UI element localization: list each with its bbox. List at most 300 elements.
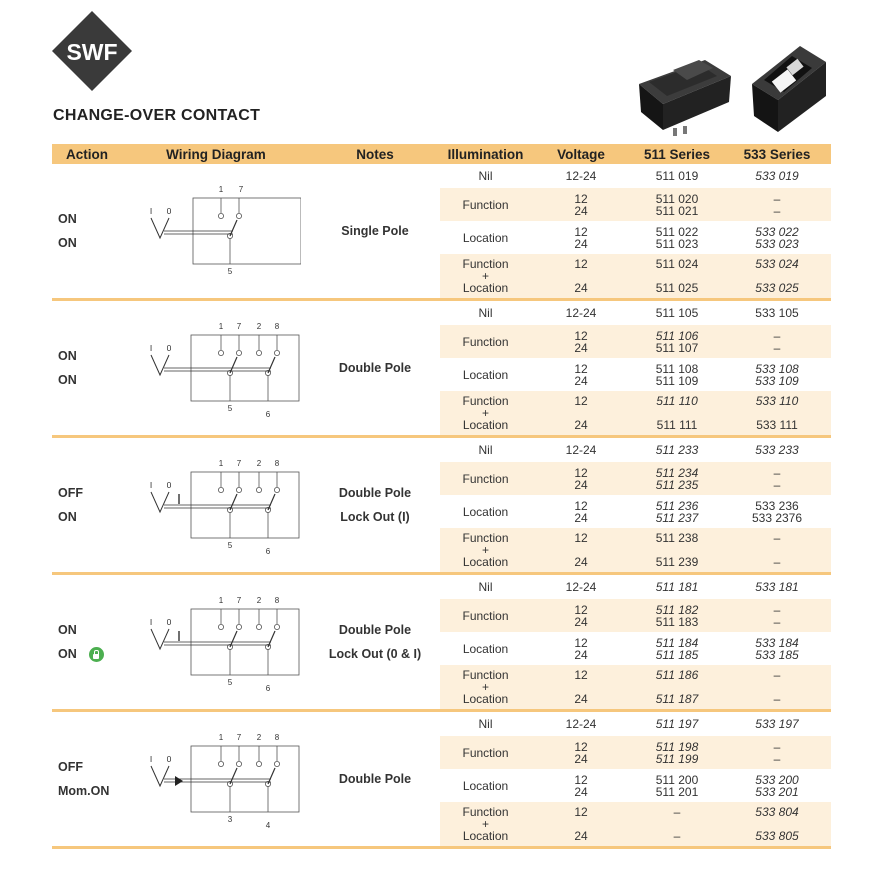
illumination-value: Nil [478, 717, 493, 731]
wiring-diagram-cell [122, 712, 310, 846]
header-voltage: Voltage [531, 144, 631, 164]
series-511-value-line: 511 110 [656, 394, 698, 408]
voltage-cell [531, 769, 631, 802]
action-cell [52, 712, 122, 846]
plus-sign: + [481, 269, 489, 283]
plus-sign: + [481, 406, 489, 420]
page-title: CHANGE-OVER CONTACT [53, 107, 261, 124]
series-533-value-line: 533 185 [755, 647, 799, 662]
note-text: Double Pole [338, 486, 412, 500]
rocker-switch-533-image [748, 40, 830, 138]
header-wiring-diagram: Wiring Diagram [122, 144, 310, 164]
series-511-value-line: 511 022 [655, 224, 699, 239]
series-533-value-line: 533 805 [755, 829, 799, 843]
switch-blade [268, 768, 275, 784]
switch-blade [230, 631, 237, 647]
illumination-cell [440, 164, 531, 188]
change-over-contact-table [52, 144, 831, 849]
table-row [52, 712, 831, 736]
voltage-value-line: 12 [574, 602, 588, 617]
series-511-value-line: – [673, 829, 681, 843]
illumination-value-line: Function [462, 531, 509, 545]
voltage-value-line: 24 [574, 647, 588, 662]
illumination-value-line: Location [462, 418, 509, 432]
series-533-value-line: – [773, 614, 781, 629]
series-511-cell [631, 575, 723, 599]
voltage-value: 12-24 [565, 169, 597, 183]
series-511-value-line: 511 239 [655, 555, 699, 569]
voltage-value-line: 12 [574, 328, 588, 343]
series-511-value-line: 511 182 [655, 602, 699, 617]
series-533-value-line: – [773, 340, 781, 355]
series-533-cell [723, 188, 831, 221]
header-illumination: Illumination [440, 144, 531, 164]
illumination-cell [440, 665, 531, 709]
illumination-value: Nil [478, 306, 493, 320]
series-533-value-line: – [773, 555, 781, 569]
illumination-value: Function [462, 608, 509, 623]
note-text: Lock Out (0 & I) [328, 647, 422, 661]
voltage-value-line: 12 [574, 224, 588, 239]
terminal-label: 5 [227, 404, 233, 413]
series-533-value-line: – [773, 751, 781, 766]
series-533-cell [723, 599, 831, 632]
series-533-value-line: 533 201 [755, 784, 799, 799]
illumination-value: Nil [478, 580, 493, 594]
position-label-i: I [149, 343, 153, 353]
note-text: Double Pole [338, 623, 412, 637]
action-state: ON [58, 349, 77, 363]
series-533-value-line: 533 236 [755, 498, 799, 513]
series-511-value-line: 511 024 [655, 257, 699, 271]
series-533-value-line: 533 111 [756, 418, 798, 432]
header-533-series: 533 Series [723, 144, 831, 164]
wiring-diagram [131, 591, 301, 691]
wiring-diagram-cell [122, 301, 310, 435]
voltage-cell [531, 164, 631, 188]
terminal-label: 2 [256, 322, 262, 331]
contact-point [256, 624, 261, 629]
series-511-value-line: 511 108 [655, 361, 699, 376]
series-511-value: 511 181 [655, 580, 699, 594]
illumination-cell [440, 391, 531, 435]
series-511-cell [631, 665, 723, 709]
series-533-cell [723, 665, 831, 709]
voltage-cell [531, 736, 631, 769]
series-511-value-line: 511 111 [656, 418, 698, 432]
illumination-cell [440, 438, 531, 462]
action-cell [52, 301, 122, 435]
terminal-label: 2 [256, 733, 262, 742]
illumination-value-line: Location [462, 829, 509, 843]
illumination-value: Function [462, 745, 509, 760]
momentary-arrow [175, 776, 183, 786]
series-533-cell [723, 325, 831, 358]
series-511-cell [631, 599, 723, 632]
terminal-label: 2 [256, 596, 262, 605]
series-533-value-line: 533 2376 [751, 510, 803, 525]
series-511-cell [631, 802, 723, 846]
illumination-cell [440, 599, 531, 632]
illumination-cell [440, 802, 531, 846]
voltage-value-line: 24 [574, 281, 588, 295]
table-header-row [52, 144, 831, 164]
voltage-value-line: 12 [574, 668, 588, 682]
series-511-value-line: 511 020 [655, 191, 699, 206]
series-511-cell [631, 528, 723, 572]
voltage-cell [531, 301, 631, 325]
voltage-value-line: 12 [574, 772, 588, 787]
voltage-cell [531, 665, 631, 709]
series-511-value-line: 511 023 [655, 236, 699, 251]
table-row [52, 575, 831, 599]
series-533-cell [723, 301, 831, 325]
position-label-i: I [149, 480, 153, 490]
illumination-value: Location [462, 367, 509, 382]
action-state: ON [58, 510, 77, 524]
illumination-cell [440, 632, 531, 665]
wiring-diagram [131, 180, 301, 280]
series-511-value-line: 511 199 [655, 751, 699, 766]
series-533-value-line: 533 110 [755, 394, 799, 408]
table-row [52, 438, 831, 462]
illumination-value-line: Location [462, 281, 509, 295]
contact-point [274, 350, 279, 355]
switch-blade [268, 631, 275, 647]
contact-point [274, 487, 279, 492]
action-cell [52, 164, 122, 298]
voltage-value-line: 12 [574, 498, 588, 513]
rocker-switch-511-image [633, 42, 735, 136]
terminal-label: 5 [227, 678, 233, 687]
illumination-cell [440, 221, 531, 254]
voltage-value-line: 24 [574, 614, 588, 629]
contact-point [256, 350, 261, 355]
voltage-value-line: 12 [574, 739, 588, 754]
illumination-cell [440, 188, 531, 221]
notes-cell [310, 575, 440, 709]
illumination-value: Function [462, 197, 509, 212]
contact-point [236, 624, 241, 629]
terminal-label: 8 [274, 322, 280, 331]
table-body [52, 164, 831, 849]
terminal-label: 1 [218, 596, 224, 605]
series-533-value-line: – [773, 692, 781, 706]
series-511-value-line: 511 234 [655, 465, 699, 480]
terminal-label: 1 [218, 185, 224, 194]
terminal-label: 1 [218, 459, 224, 468]
notes-cell [310, 438, 440, 572]
terminal-label: 3 [227, 815, 233, 824]
position-label-i: I [149, 754, 153, 764]
voltage-value-line: 24 [574, 751, 588, 766]
series-511-value-line: 511 107 [655, 340, 699, 355]
series-533-value-line: – [773, 477, 781, 492]
voltage-value: 12-24 [565, 443, 597, 457]
series-533-cell [723, 495, 831, 528]
series-533-value-line: – [773, 531, 781, 545]
terminal-label: 2 [256, 459, 262, 468]
action-state: ON [58, 647, 77, 661]
series-533-value: 533 019 [755, 169, 799, 183]
actuator-lever [151, 492, 169, 512]
series-511-value-line: 511 184 [655, 635, 699, 650]
series-511-value-line: 511 109 [655, 373, 699, 388]
action-cell [52, 438, 122, 572]
voltage-cell [531, 712, 631, 736]
group-separator [52, 846, 831, 849]
illumination-value: Nil [478, 169, 493, 183]
contact-point [274, 624, 279, 629]
series-533-cell [723, 438, 831, 462]
voltage-value-line: 24 [574, 373, 588, 388]
position-label-0: 0 [166, 480, 172, 490]
voltage-value-line: 12 [574, 465, 588, 480]
illumination-value-line: Location [462, 555, 509, 569]
series-533-cell [723, 632, 831, 665]
actuator-lever [151, 629, 169, 649]
series-511-value-line: 511 235 [655, 477, 699, 492]
series-511-value-line: 511 200 [655, 772, 699, 787]
series-533-value-line: – [773, 602, 781, 617]
series-533-value-line: – [773, 191, 781, 206]
table-row [52, 301, 831, 325]
header-action: Action [52, 144, 122, 164]
lock-icon [89, 647, 104, 662]
illumination-value: Location [462, 641, 509, 656]
notes-cell [310, 712, 440, 846]
voltage-value-line: 12 [574, 635, 588, 650]
wiring-diagram-cell [122, 438, 310, 572]
voltage-value-line: 24 [574, 418, 588, 432]
illumination-value: Function [462, 334, 509, 349]
series-511-value-line: 511 198 [655, 739, 699, 754]
series-511-cell [631, 495, 723, 528]
position-label-0: 0 [166, 617, 172, 627]
terminal-label: 7 [236, 733, 242, 742]
illumination-cell [440, 575, 531, 599]
actuator-lever [151, 218, 169, 238]
voltage-value-line: 12 [574, 394, 588, 408]
voltage-value-line: 24 [574, 477, 588, 492]
illumination-cell [440, 325, 531, 358]
action-state: ON [58, 212, 77, 226]
series-511-cell [631, 188, 723, 221]
action-state: ON [58, 236, 77, 250]
series-533-cell [723, 221, 831, 254]
illumination-value: Function [462, 471, 509, 486]
series-533-value-line: 533 024 [755, 257, 799, 271]
series-533-cell [723, 358, 831, 391]
series-511-value-line: – [673, 805, 681, 819]
wiring-diagram-cell [122, 164, 310, 298]
note-text: Double Pole [338, 772, 412, 786]
illumination-value-line: Function [462, 668, 509, 682]
voltage-value-line: 24 [574, 236, 588, 251]
wiring-diagram [131, 728, 301, 828]
action-state: Mom.ON [58, 784, 110, 798]
voltage-cell [531, 528, 631, 572]
contact-point [236, 350, 241, 355]
terminal-label: 7 [236, 596, 242, 605]
series-511-cell [631, 301, 723, 325]
series-533-cell [723, 391, 831, 435]
series-533-value: 533 197 [755, 717, 799, 731]
contact-point [218, 624, 223, 629]
contact-point [256, 487, 261, 492]
terminal-label: 8 [274, 733, 280, 742]
terminal-label: 7 [236, 459, 242, 468]
illumination-cell [440, 495, 531, 528]
series-533-value-line: 533 804 [755, 805, 799, 819]
series-511-value-line: 511 201 [655, 784, 699, 799]
series-511-value: 511 105 [655, 306, 699, 320]
series-533-value: 533 105 [755, 306, 799, 320]
wiring-diagram [131, 317, 301, 417]
terminal-label: 6 [265, 547, 271, 554]
series-533-cell [723, 254, 831, 298]
contact-point [218, 213, 223, 218]
plus-sign: + [481, 680, 489, 694]
illumination-value-line: Location [462, 692, 509, 706]
terminal-label: 7 [238, 185, 244, 194]
series-511-value-line: 511 106 [655, 328, 699, 343]
voltage-value-line: 24 [574, 555, 588, 569]
voltage-value: 12-24 [565, 580, 597, 594]
series-511-value-line: 511 187 [655, 692, 699, 706]
illumination-cell [440, 769, 531, 802]
series-533-cell [723, 164, 831, 188]
terminal-label: 1 [218, 733, 224, 742]
voltage-cell [531, 802, 631, 846]
voltage-value-line: 12 [574, 257, 588, 271]
series-533-value-line: – [773, 668, 781, 682]
series-533-value-line: – [773, 465, 781, 480]
series-511-value-line: 511 236 [655, 498, 699, 513]
series-533-value: 533 181 [755, 580, 799, 594]
illumination-value-line: Function [462, 257, 509, 271]
note-text: Double Pole [338, 361, 412, 375]
terminal-label: 4 [265, 821, 271, 828]
series-511-cell [631, 462, 723, 495]
terminal-label: 5 [227, 267, 233, 276]
series-533-cell [723, 462, 831, 495]
voltage-cell [531, 575, 631, 599]
position-label-i: I [149, 617, 153, 627]
series-511-cell [631, 712, 723, 736]
voltage-value-line: 24 [574, 340, 588, 355]
header-notes: Notes [310, 144, 440, 164]
action-state: ON [58, 373, 77, 387]
series-533-cell [723, 736, 831, 769]
series-533-value-line: – [773, 328, 781, 343]
separator-line [52, 846, 831, 849]
terminal-label: 1 [218, 322, 224, 331]
series-511-cell [631, 632, 723, 665]
contact-point [218, 761, 223, 766]
series-511-value-line: 511 021 [655, 203, 699, 218]
actuator-lever [151, 355, 169, 375]
series-511-value-line: 511 237 [655, 510, 699, 525]
voltage-cell [531, 391, 631, 435]
series-533-value-line: – [773, 203, 781, 218]
series-533-cell [723, 802, 831, 846]
voltage-cell [531, 325, 631, 358]
illumination-value: Location [462, 504, 509, 519]
contact-point [218, 487, 223, 492]
illumination-cell [440, 301, 531, 325]
note-text: Single Pole [341, 224, 409, 238]
series-533-cell [723, 769, 831, 802]
series-511-cell [631, 736, 723, 769]
series-533-value-line: 533 184 [755, 635, 799, 650]
voltage-value-line: 12 [574, 531, 588, 545]
series-511-cell [631, 325, 723, 358]
plus-sign: + [481, 543, 489, 557]
actuator-lever [151, 766, 169, 786]
series-533-value-line: 533 022 [755, 224, 799, 239]
voltage-value-line: 12 [574, 805, 588, 819]
header-511-series: 511 Series [631, 144, 723, 164]
switch-blade [230, 768, 237, 784]
series-533-value-line: 533 109 [755, 373, 799, 388]
voltage-cell [531, 462, 631, 495]
terminal-label: 8 [274, 459, 280, 468]
series-511-cell [631, 438, 723, 462]
voltage-value-line: 24 [574, 203, 588, 218]
action-state: OFF [58, 760, 83, 774]
contact-point [236, 487, 241, 492]
voltage-value-line: 24 [574, 692, 588, 706]
terminal-label: 7 [236, 322, 242, 331]
illumination-cell [440, 254, 531, 298]
notes-cell [310, 164, 440, 298]
series-511-value-line: 511 185 [655, 647, 699, 662]
voltage-value-line: 12 [574, 191, 588, 206]
series-533-cell [723, 575, 831, 599]
series-511-cell [631, 254, 723, 298]
illumination-value-line: Function [462, 805, 509, 819]
illumination-cell [440, 736, 531, 769]
voltage-cell [531, 632, 631, 665]
terminal-label: 6 [265, 684, 271, 691]
series-511-value: 511 233 [655, 443, 699, 457]
table-row [52, 164, 831, 188]
voltage-cell [531, 221, 631, 254]
series-533-value-line: 533 108 [755, 361, 799, 376]
voltage-cell [531, 438, 631, 462]
contact-point [236, 761, 241, 766]
voltage-value-line: 24 [574, 829, 588, 843]
series-511-value: 511 197 [655, 717, 699, 731]
series-511-cell [631, 769, 723, 802]
notes-cell [310, 301, 440, 435]
series-511-value-line: 511 183 [655, 614, 699, 629]
illumination-value: Nil [478, 443, 493, 457]
series-511-cell [631, 221, 723, 254]
series-511-value-line: 511 025 [655, 281, 699, 295]
voltage-value: 12-24 [565, 717, 597, 731]
series-511-value-line: 511 238 [655, 531, 699, 545]
position-label-0: 0 [166, 754, 172, 764]
action-state: ON [58, 623, 77, 637]
series-511-value: 511 019 [655, 169, 699, 183]
action-cell [52, 575, 122, 709]
terminal-label: 5 [227, 541, 233, 550]
illumination-value: Location [462, 778, 509, 793]
wiring-diagram-cell [122, 575, 310, 709]
terminal-label: 8 [274, 596, 280, 605]
